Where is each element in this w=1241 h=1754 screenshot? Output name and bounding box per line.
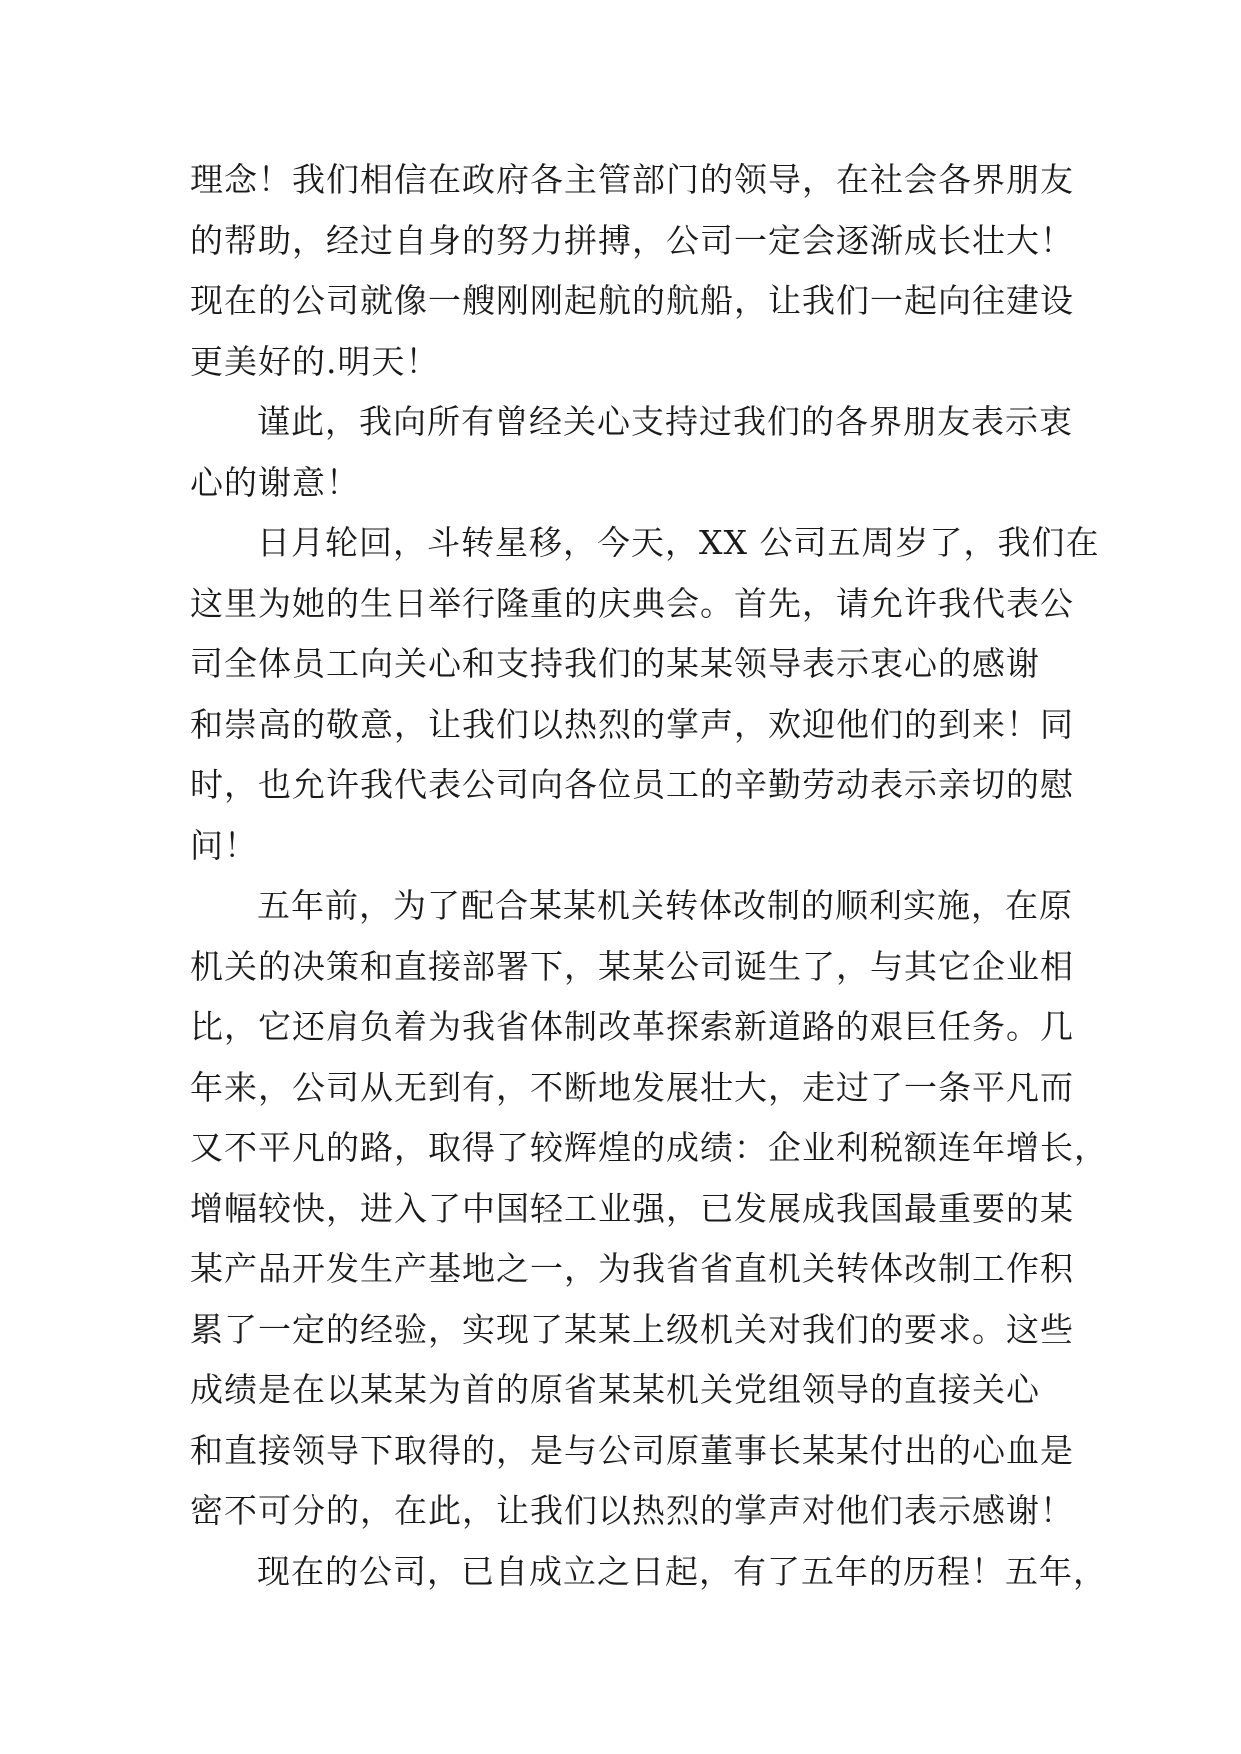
text-line: 心的谢意！ bbox=[190, 462, 360, 502]
body-text bbox=[190, 150, 1108, 1602]
text-line: 密不可分的，在此，让我们以热烈的掌声对他们表示感谢！ bbox=[190, 1491, 1074, 1530]
text-line: 成绩是在以某某为首的原省某某机关党组领导的直接关心 bbox=[190, 1370, 1040, 1409]
text-line: 司全体员工向关心和支持我们的某某领导表示衷心的感谢 bbox=[190, 644, 1040, 683]
text-line: 增幅较快，进入了中国轻工业强，已发展成我国最重要的某 bbox=[190, 1188, 1074, 1228]
text-line: 和崇高的敬意，让我们以热烈的掌声，欢迎他们的到来！同 bbox=[190, 704, 1074, 744]
text-line: 日月轮回，斗转星移，今天，XX 公司五周岁了，我们在 bbox=[257, 523, 1100, 562]
text-line: 现在的公司，已自成立之日起，有了五年的历程！五年， bbox=[257, 1551, 1107, 1591]
text-line: 比，它还肩负着为我省体制改革探索新道路的艰巨任务。几 bbox=[190, 1007, 1074, 1046]
text-line: 的帮助，经过自身的努力拼搏，公司一定会逐渐成长壮大！ bbox=[190, 220, 1074, 260]
text-line: 又不平凡的路，取得了较辉煌的成绩：企业利税额连年增长， bbox=[190, 1128, 1108, 1167]
text-line: 理念！我们相信在政府各主管部门的领导，在社会各界朋友 bbox=[190, 160, 1074, 199]
text-line: 时，也允许我代表公司向各位员工的辛勤劳动表示亲切的慰 bbox=[190, 765, 1074, 804]
text-line: 现在的公司就像一艘刚刚起航的航船，让我们一起向往建设 bbox=[190, 281, 1074, 320]
text-line: 年来，公司从无到有，不断地发展壮大，走过了一条平凡而 bbox=[190, 1067, 1074, 1107]
text-line: 五年前，为了配合某某机关转体改制的顺利实施，在原 bbox=[257, 886, 1073, 925]
text-line: 某产品开发生产基地之一，为我省省直机关转体改制工作积 bbox=[190, 1249, 1074, 1288]
text-line: 和直接领导下取得的，是与公司原董事长某某付出的心血是 bbox=[190, 1430, 1074, 1470]
text-line: 这里为她的生日举行隆重的庆典会。首先，请允许我代表公 bbox=[190, 583, 1074, 623]
text-line: 机关的决策和直接部署下，某某公司诞生了，与其它企业相 bbox=[190, 946, 1074, 986]
text-line: 更美好的.明天！ bbox=[190, 341, 440, 381]
text-line: 累了一定的经验，实现了某某上级机关对我们的要求。这些 bbox=[190, 1309, 1074, 1349]
text-line: 谨此，我向所有曾经关心支持过我们的各界朋友表示衷 bbox=[257, 402, 1073, 441]
text-line: 问！ bbox=[190, 825, 258, 865]
